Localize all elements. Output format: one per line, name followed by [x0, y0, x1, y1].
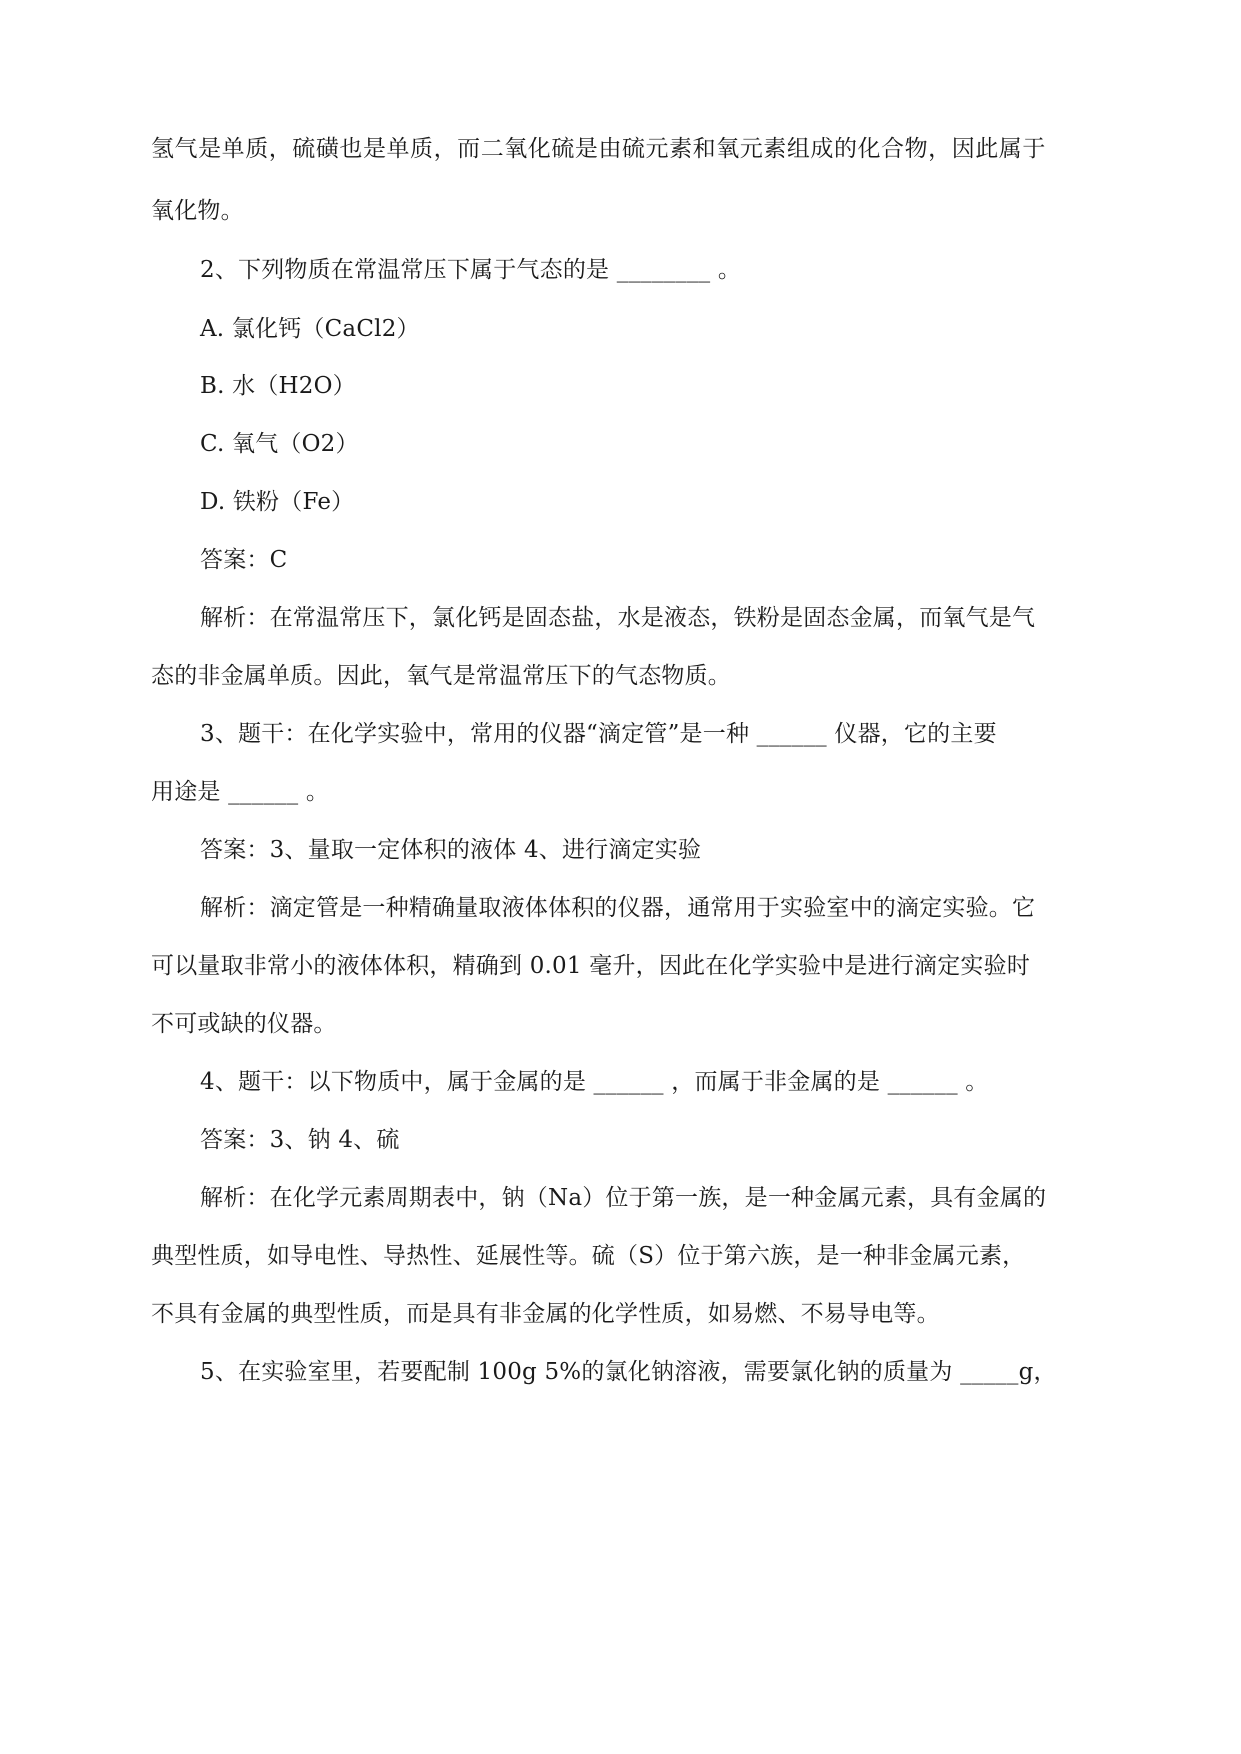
question-4-analysis-cont: 不具有金属的典型性质，而是具有非金属的化学性质，如易燃、不易导电等。 — [151, 1301, 940, 1327]
question-4-stem: 4、题干：以下物质中，属于金属的是 ______ ，而属于非金属的是 ______ 。 — [200, 1069, 989, 1095]
question-3-stem-cont: 用途是 ______ 。 — [151, 779, 330, 805]
question-5-stem: 5、在实验室里，若要配制 100g 5%的氯化钠溶液，需要氯化钠的质量为 _____g， — [200, 1359, 1057, 1385]
question-4-answer: 答案：3、钠 4、硫 — [200, 1127, 400, 1153]
question-2-option-c: C. 氧气（O2） — [200, 431, 359, 457]
question-2-option-b: B. 水（H2O） — [200, 373, 356, 399]
question-2-option-d: D. 铁粉（Fe） — [200, 489, 355, 515]
question-2-answer: 答案：C — [200, 547, 288, 573]
question-2-analysis-cont: 态的非金属单质。因此，氧气是常温常压下的气态物质。 — [151, 663, 731, 689]
question-2-option-a: A. 氯化钙（CaCl2） — [200, 316, 420, 342]
question-3-answer: 答案：3、量取一定体积的液体 4、进行滴定实验 — [200, 837, 702, 863]
paragraph-line: 氢气是单质，硫磺也是单质，而二氧化硫是由硫元素和氧元素组成的化合物，因此属于 — [151, 136, 1046, 162]
question-4-analysis: 解析：在化学元素周期表中，钠（Na）位于第一族，是一种金属元素，具有金属的 — [200, 1185, 1047, 1211]
question-3-analysis-cont: 可以量取非常小的液体体积，精确到 0.01 毫升，因此在化学实验中是进行滴定实验时 — [151, 953, 1031, 979]
question-2-analysis: 解析：在常温常压下，氯化钙是固态盐，水是液态，铁粉是固态金属，而氧气是气 — [200, 605, 1036, 631]
question-3-analysis-cont: 不可或缺的仪器。 — [151, 1011, 337, 1037]
question-3-analysis: 解析：滴定管是一种精确量取液体体积的仪器，通常用于实验室中的滴定实验。它 — [200, 895, 1036, 921]
question-3-stem: 3、题干：在化学实验中，常用的仪器“滴定管”是一种 ______ 仪器，它的主要 — [200, 721, 997, 747]
paragraph-line: 氧化物。 — [151, 198, 244, 224]
question-2-stem: 2、下列物质在常温常压下属于气态的是 ________ 。 — [200, 257, 742, 283]
question-4-analysis-cont: 典型性质，如导电性、导热性、延展性等。硫（S）位于第六族，是一种非金属元素， — [151, 1243, 1026, 1269]
